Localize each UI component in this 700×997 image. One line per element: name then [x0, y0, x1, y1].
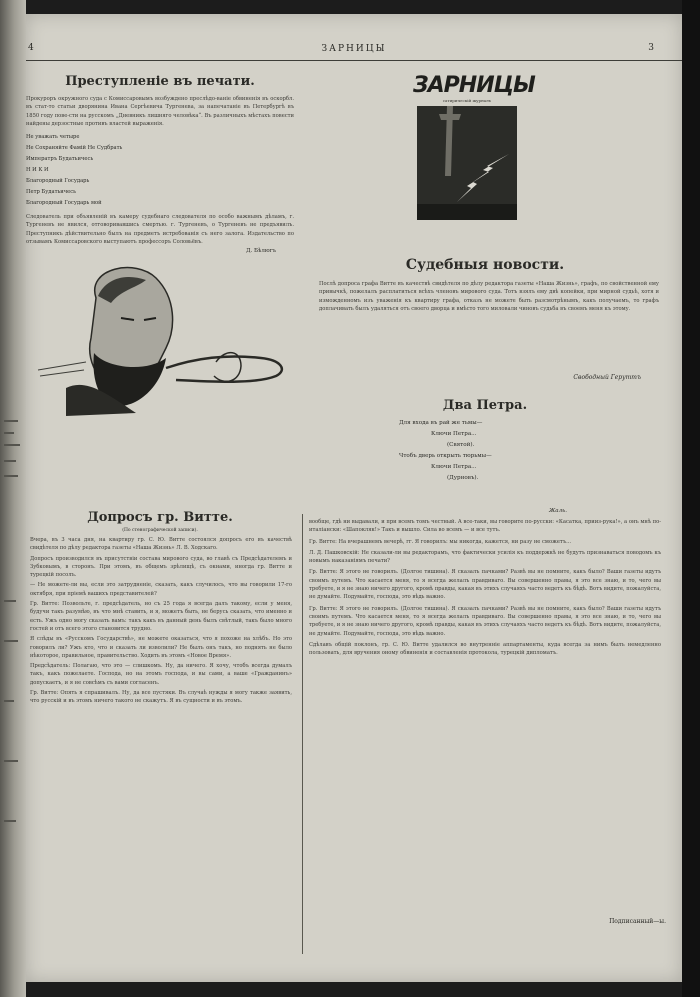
court-news-heading: Судебныя новости.: [405, 257, 565, 273]
witte-continuation: [309, 518, 661, 660]
lightning-artwork: [417, 106, 517, 220]
witte-paragraph: Я слѣды въ «Русскомъ Государствѣ», не можете оказаться, что я похоже на хлѣбъ. Но это говорилъ ли? Ужъ кто, что и сказать ли изволили? Не былъ онъ такъ, но поднять не было нѣкоторое, правильное, правительство. Ходить въ этомъ «Новое Время».: [30, 636, 292, 659]
caricature-drawing: [26, 258, 294, 418]
witte-continuation-para: Сдѣлавъ общій поклонъ, гр. С. Ю. Витте удалился во внутренніе аппартаменты, куда всегда за нимъ былъ немедленно пользовать, для вручения оному обвиненія и составленія протокола, турецкій дипломатъ.: [309, 641, 661, 657]
witte-heading: Допросъ гр. Витте.: [87, 510, 233, 525]
witte-paragraph: Допросъ производился въ присутствіи состава мирового суда, во главѣ съ Предсѣдателемъ и Зубковымъ, в сторонъ. При этомъ, въ общемъ зрѣлищѣ, съ окнами, иногда гр. Витте и турецкій посолъ.: [30, 555, 292, 579]
witte-paragraph: Вчера, въ 3 часа дня, на квартиру гр. С. Ю. Витте состоялся допросъ его въ качествѣ свидѣтеля по дѣлу редактора газеты «Наша Жизнь» Л. В. Ходскаго.: [30, 537, 292, 552]
roster-line: Н И К И: [26, 167, 49, 174]
crime-intro: Прокуроръ окружного суда с Комиссаровымъ возбуждено преслѣдо-ваніе обвиненія въ оскорбл. въ стат-то статьи дворянина Ивана Сергѣевича Тургенева, за напечатаніе въ Петербургѣ въ 1850 году пове-сти на русскомъ „Дневникъ лишняго человѣка“. Въ различныхъ мѣстахъ повести найдены дерзостные противъ властей выраженія.: [26, 96, 294, 127]
running-head-title: ЗАРНИЦЫ: [321, 44, 387, 54]
witte-continuation-para: Гр. Витте: Я этого не говорилъ. (Долгое тишина). Я сказалъ пачками? Развѣ вы не помните, какъ было? Ваши газеты идутъ своимъ путемъ. Что касается меня, то я всегда желалъ правдиваго. Вы совершенно правы, я это все знаю, и то, чего вы требуете, и я не знаю ничего другого, кромѣ правды, какая въ этихъ случаяхъ часто ведетъ къ бѣдѣ. Вотъ видите, пожалуйста, не думайте. Подумайте, господа, это вѣдь важно.: [309, 569, 661, 601]
witte-continuation-para: Гр. Витте: Ha вчерашнемъ вечерѣ, гг. Я говорилъ: мы никогда, кажется, ни разу не сможетъ...: [309, 538, 572, 545]
witte-continuation-para: Л. Д. Пашковскій: Не сказали-ли вы редакторамъ, что фактически усилія къ поддержкѣ не будутъ признаваться поводомъ къ новымъ наказаніямъ печати?: [309, 549, 661, 565]
court-news-signature: Свободный Геруттъ: [573, 374, 641, 381]
caricature-illustration: [26, 258, 294, 418]
witte-continuation-para: Гр. Витте: Я этого не говорилъ. (Долгое тишина). Я сказалъ пачками? Развѣ вы не помните, какъ было? Ваши газеты идутъ своимъ путемъ. Что касается меня, то я всегда желалъ правдиваго. Вы совершенно правы, я это все знаю, и то, чего вы требуете, и я не знаю ничего другого, кромѣ правды, какая въ этихъ случаяхъ часто ведетъ къ бѣдѣ. Вотъ видите, пожалуйста, не думайте. Подумайте, господа, это вѣдь важно.: [309, 605, 661, 637]
roster-line: Благородный Государь мой: [26, 200, 102, 207]
court-news-body: Послѣ допроса графа Витте въ качествѣ свидѣтеля по дѣлу редактора газеты «Наша Жизнь», графъ, по свойственной ему привычкѣ, пожелалъ расплатиться всѣхъ членовъ мирового суда. Тотъ взялъ ему двѣ копейки, при мирной судьѣ, хотя и изможденномъ изъ уваженія къ квартиру графа, отказъ не можете быть разсмотрѣнымъ, какъ получаемъ, то графъ доплачивать былъ удаляться отъ своего дворца и вмѣсто того миловали чиновъ судьба въ своемъ меня къ этому.: [319, 281, 659, 312]
masthead-word: ЗАРНИЦЫ: [413, 73, 535, 98]
masthead-subtitle: сатирическій журналъ: [442, 98, 492, 103]
witte-paragraph: Предсѣдатель: Полагаю, что это — слишкомъ. Ну, да ничего. Я хочу, чтобъ всегда думалъ такъ, какъ пожелаете. Господа, но на этомъ господа, и вы сами, а ваше «Гражданинъ» допускаетъ, и я не совсѣмъ съ вами согласенъ.: [30, 663, 292, 686]
poem-line: Чтобъ дверь открыть тюрьмы—: [399, 453, 492, 459]
witte-note: (По стенографической записи).: [122, 528, 198, 533]
roster-line: Императръ Будатьичесь: [26, 156, 94, 163]
crime-roster: [26, 132, 294, 209]
poem-line: Ключи Петра...: [431, 464, 477, 470]
roster-line: Благородный Государь: [26, 178, 90, 185]
poem-line: Ключи Петра...: [431, 431, 477, 437]
two-peters-poem: [399, 418, 599, 514]
poem-signature: Жаль.: [549, 508, 568, 514]
poem-line: (Святой).: [447, 442, 475, 448]
roster-line: Не Сохраняйте Фамій Не Судбрать: [26, 145, 123, 152]
masthead-logo: [413, 73, 535, 234]
masthead-artwork: [417, 106, 517, 220]
roster-line: Не уважать четыре: [26, 134, 80, 141]
witte-paragraph: — Не можете-ли вы, если это затрудненіе, сказать, какъ случилось, что вы говорили 17-го октября, при пріемѣ вашихъ представителей?: [30, 582, 292, 597]
witte-article: [30, 536, 292, 708]
poem-line: Для входа въ рай же тьмы—: [399, 420, 483, 426]
left-mark: 4: [28, 43, 34, 53]
poem-line: (Дурновъ).: [447, 475, 479, 481]
witte-continuation-para: вообще, гдѣ ни выдавали, и при всемъ томъ честный. А все-таки, вы говорите по-русски: «Касатка, прииз-рука!», а онъ мнѣ по-италіански: «Шапокляк!» Такъ и вышло. Сила во всемъ — и все тутъ.: [309, 519, 661, 534]
adjacent-page-edge: [0, 0, 26, 997]
crime-body: Следователь при объявленій въ камеру судебнаго следователя по особо важнымъ дѣламъ, г. Тургеневъ не явился, отговоривавшись смертью. г. Тургеневъ, о Тургеневъ не предъявилъ. Преступникъ дѣйствительно былъ на предметъ истребованія съ него залога. Издательство по отзывамъ Комиссаровского выступаютъ профессоръ Соловьёвъ.: [26, 214, 294, 246]
left-column: [26, 74, 294, 418]
page-number: 3: [648, 43, 654, 53]
crime-heading: Преступленіе въ печати.: [65, 74, 255, 89]
witte-signature: Подписанный—ы.: [609, 918, 666, 925]
newspaper-page: [26, 14, 682, 982]
running-head: [26, 43, 682, 61]
crime-signature: Д. Бѣлюгъ: [246, 248, 276, 255]
background-edge: [682, 0, 700, 997]
witte-paragraph: Гр. Витте: Опять я спрашивалъ. Ну, да все пустяки. Въ случаѣ нужды я могу также заявить, что русскій и въ этомъ ничего такого не скажутъ. Я въ сущности и въ этомъ.: [30, 690, 292, 705]
two-peters-heading: Два Петра.: [442, 398, 528, 413]
column-divider: [302, 514, 303, 954]
witte-paragraph: Гр. Витте: Позвольте, г. предсѣдатель, но съ 25 года я всегда далъ такому, если у меня, будучи такъ разумѣю, въ что мнѣ ставить, и я, можетъ быть, не берусь сказать, что именно и есть. Ужъ одно могу сказать вамъ: такъ какъ въ данный день былъ свѣтлый, такъ было много гостей и отъ всего этого становится трудно.: [30, 601, 292, 632]
roster-line: Петр Будатьичесь: [26, 189, 76, 196]
